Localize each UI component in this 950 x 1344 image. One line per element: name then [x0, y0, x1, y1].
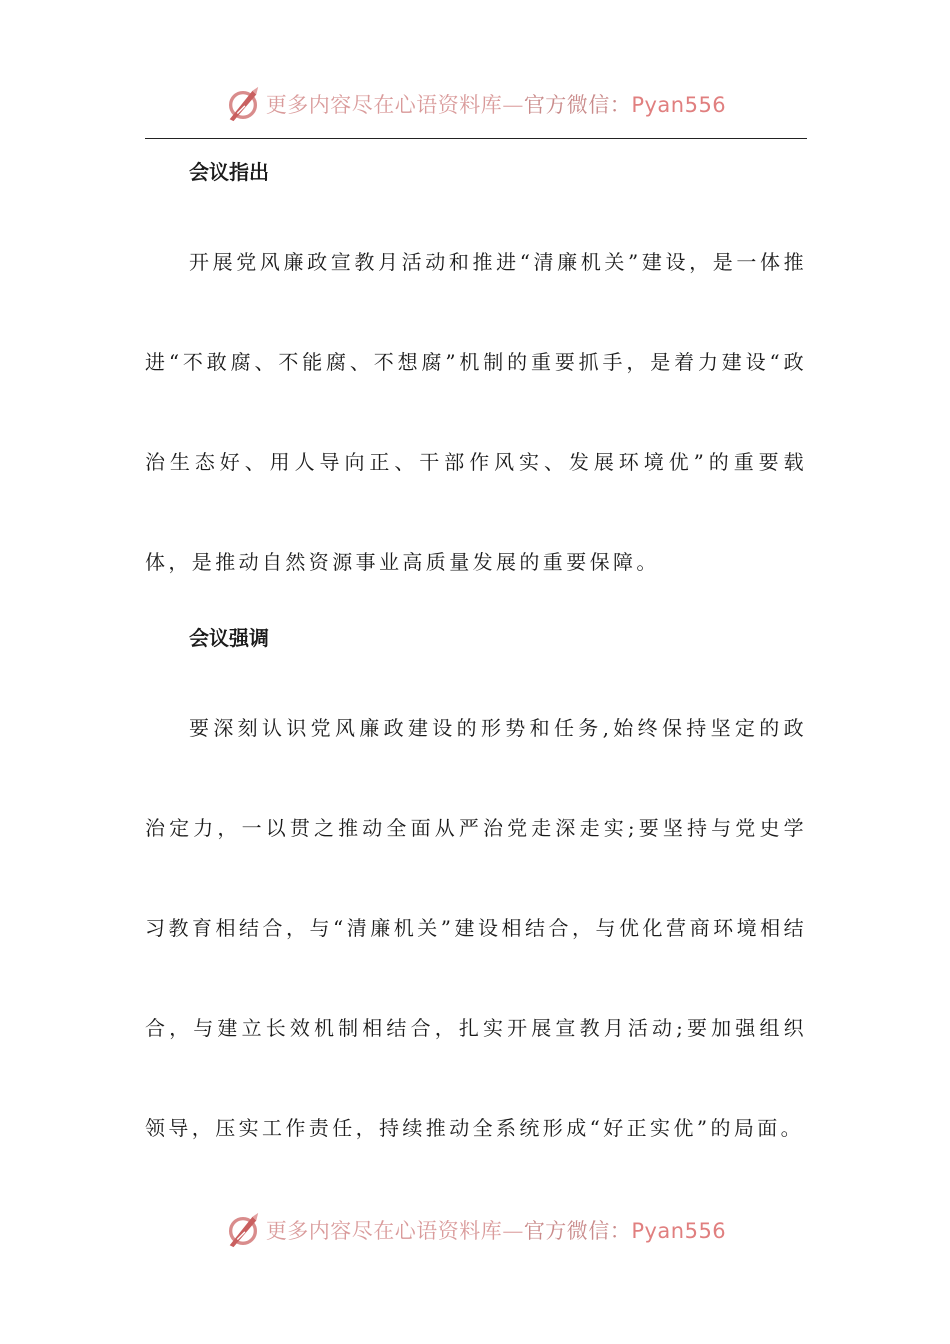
- footer-banner-text: [266, 1215, 726, 1245]
- header-banner-text: [266, 89, 726, 119]
- section-paragraph-2: 要深刻认识党风廉政建设的形势和任务,始终保持坚定的政治定力，一以贯之推动全面从严治党走深走实;要坚持与党史学习教育相结合，与“清廉机关”建设相结合，与优化营商环境相结合，与建立长效机制相结合，扎实开展宣教月活动;要加强组织领导，压实工作责任，持续推动全系统形成“好正实优”的局面。: [145, 716, 807, 1140]
- footer-banner-handle: Pyan556: [631, 1219, 727, 1243]
- header-divider: [145, 138, 807, 139]
- footer-banner-separator: —: [502, 1219, 524, 1243]
- document-body: [145, 152, 807, 1178]
- header-banner-main: 更多内容尽在心语资料库: [265, 93, 503, 117]
- footer-banner: [0, 1208, 950, 1252]
- section-paragraph-1: 开展党风廉政宣教月活动和推进“清廉机关”建设，是一体推进“不敢腐、不能腐、不想腐”机制的重要抓手，是着力建设“政治生态好、用人导向正、干部作风实、发展环境优”的重要载体，是推动自然资源事业高质量发展的重要保障。: [145, 250, 807, 574]
- quill-pen-logo-icon: [224, 85, 262, 123]
- header-banner-official: 官方微信：: [523, 93, 632, 117]
- section-heading-2: 会议强调: [189, 626, 269, 650]
- header-banner-separator: —: [502, 93, 524, 117]
- footer-banner-official: 官方微信：: [523, 1219, 632, 1243]
- header-banner: [0, 82, 950, 126]
- section-heading-1: 会议指出: [189, 160, 269, 184]
- footer-banner-main: 更多内容尽在心语资料库: [265, 1219, 503, 1243]
- quill-pen-logo-icon: [224, 1211, 262, 1249]
- header-banner-handle: Pyan556: [631, 93, 727, 117]
